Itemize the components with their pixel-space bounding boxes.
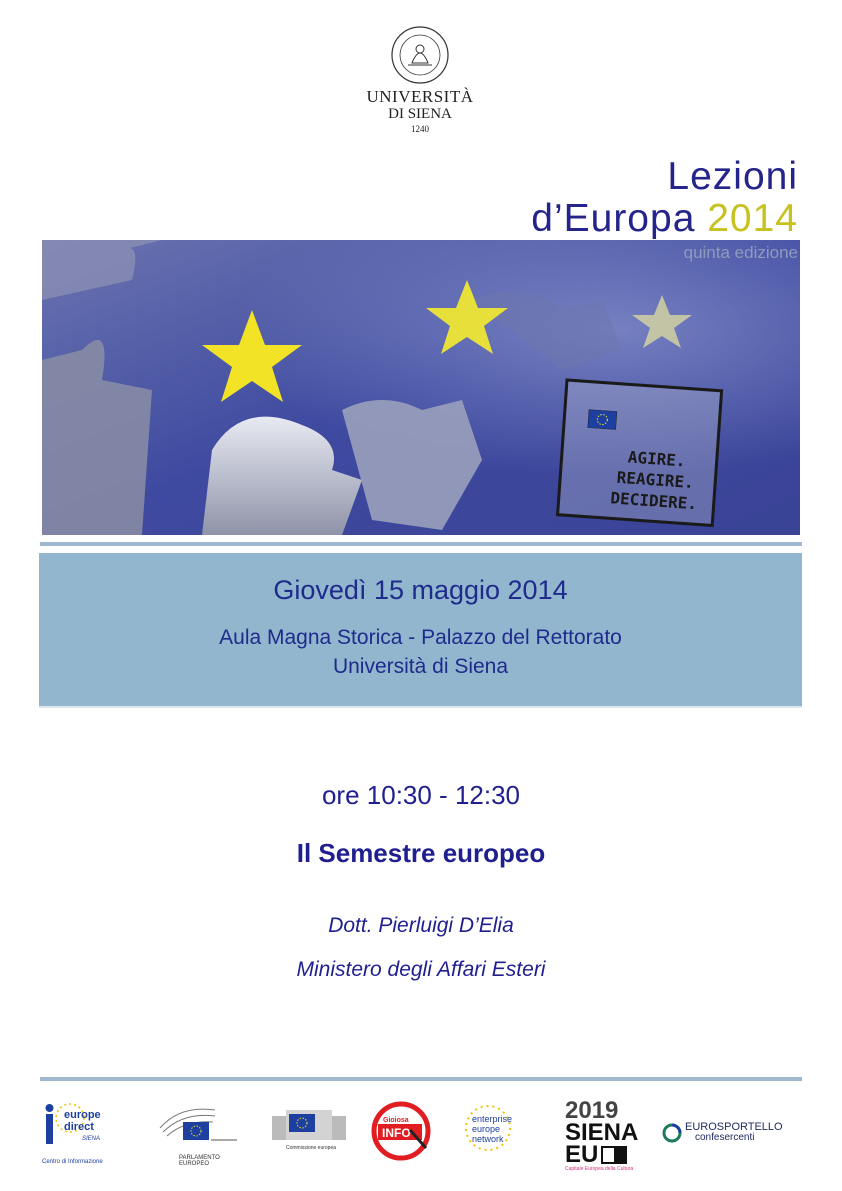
info-point-logo (370, 1100, 432, 1170)
title-line2-text: d’Europa (531, 197, 696, 240)
event-institution: Università di Siena (332, 655, 509, 678)
title-line1: Lezioni (667, 155, 798, 198)
siena2019-year: 2019 (565, 1097, 619, 1124)
stamp-line3: DECIDERE. (609, 488, 698, 514)
speaker-name: Dott. Pierluigi D’Elia (328, 914, 514, 937)
european-commission-icon (272, 1100, 347, 1140)
parliament-building-icon (155, 1100, 245, 1150)
event-place: Aula Magna Storica - Palazzo del Rettorato (219, 626, 622, 649)
een-text3: network (472, 1134, 504, 1144)
info-point-text2: INFO (382, 1126, 411, 1140)
info-point-text1: Gioiosa (383, 1117, 409, 1124)
eurosportello-text1: EUROSPORTELLO (685, 1121, 783, 1133)
siena2019-square-icon (601, 1146, 627, 1164)
siena2019-subtitle: Capitale Europea della Cultura (565, 1166, 634, 1172)
info-point-icon (370, 1100, 432, 1162)
speaker-organization: Ministero degli Affari Esteri (296, 958, 546, 981)
europe-direct-text3: SIENA (82, 1136, 101, 1142)
separator-top (40, 542, 802, 546)
commissione-label: Commissione europea (286, 1145, 337, 1151)
separator-bottom (40, 1077, 802, 1081)
europe-direct-text2: direct (64, 1121, 94, 1133)
banner-image (42, 240, 800, 535)
parlamento-europeo-logo (155, 1100, 245, 1170)
europe-direct-subtitle: Centro di Informazione (42, 1159, 103, 1165)
een-stars-icon (460, 1100, 530, 1160)
eurosportello-globe-icon (662, 1123, 682, 1143)
agire-reagire-decidere-stamp (558, 380, 722, 525)
eu-puzzle-stars-illustration (42, 240, 800, 535)
eurosportello-logo (662, 1122, 802, 1191)
university-name-line1: UNIVERSITÀ (366, 87, 474, 106)
europe-direct-text1: europe (64, 1109, 101, 1121)
title-line2 (531, 197, 798, 241)
enterprise-europe-network-logo (460, 1100, 530, 1170)
event-date: Giovedì 15 maggio 2014 (273, 575, 568, 605)
event-time: ore 10:30 - 12:30 (321, 780, 521, 810)
siena2019-eu: EU (565, 1141, 599, 1168)
europe-direct-logo (42, 1100, 124, 1170)
een-text1: enterprise (472, 1114, 513, 1124)
stamp-line1: AGIRE. (627, 447, 687, 471)
europe-direct-info-icon (42, 1100, 124, 1150)
event-info-box (39, 553, 802, 708)
title-year: 2014 (707, 197, 798, 240)
siena-2019-logo (565, 1097, 639, 1172)
university-name-line2: DI SIENA (388, 106, 452, 122)
university-logo (360, 25, 480, 135)
eurosportello-text2: confesercenti (695, 1132, 755, 1143)
stamp-line2: REAGIRE. (616, 467, 695, 493)
university-seal-icon (390, 25, 450, 85)
edition-label: quinta edizione (683, 243, 798, 262)
parlamento-label: PARLAMENTO EUROPEO (179, 1155, 220, 1167)
commissione-europea-logo (272, 1100, 347, 1170)
lecture-title: Il Semestre europeo (296, 838, 546, 868)
university-year: 1240 (411, 124, 429, 134)
een-text2: europe (472, 1124, 501, 1134)
siena2019-name: SIENA (565, 1119, 639, 1146)
